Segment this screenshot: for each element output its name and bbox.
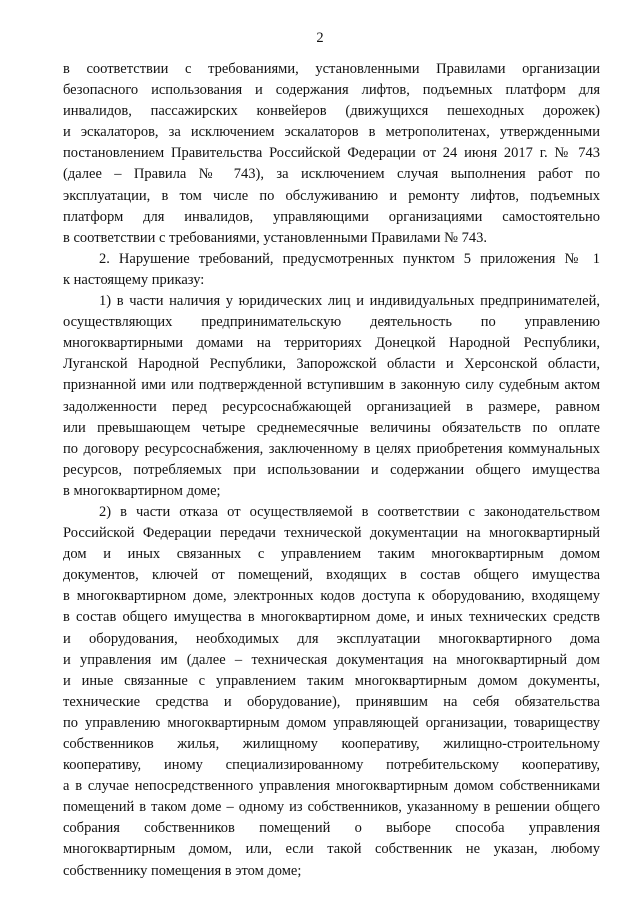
text-line: в соответствии с требованиями, установленными Правилами организации — [63, 61, 600, 77]
text-line: и управления им (далее – техническая документация на многоквартирный дом — [63, 651, 600, 668]
text-line: по управлению многоквартирным домом управляющей организации, товариществу — [63, 714, 600, 731]
text-line: 2. Нарушение требований, предусмотренных пунктом 5 приложения № 1 — [99, 250, 600, 267]
text-line: и эскалаторов, за исключением эскалаторов в метрополитенах, утвержденными — [63, 124, 600, 141]
text-line: ресурсов, потребляемых при использовании и содержании общего имущества — [63, 461, 600, 478]
text-line: инвалидов, пассажирских конвейеров (движущихся пешеходных дорожек) — [63, 103, 600, 120]
text-line: или превышающем четыре среднемесячные величины обязательств по оплате — [63, 419, 600, 436]
document-body — [63, 59, 600, 882]
text-line: 2) в части отказа от осуществляемой в соответствии с законодательством — [99, 503, 600, 520]
text-line: дом и иных связанных с управлением таким многоквартирным домом — [63, 546, 600, 563]
text-line: осуществляющих предпринимательскую деятельность по управлению — [63, 314, 600, 331]
text-line: кооперативу, иному специализированному потребительскому кооперативу, — [63, 757, 600, 774]
text-line: к настоящему приказу: — [63, 271, 205, 288]
text-line: (далее – Правила № 743), за исключением случая выполнения работ по — [63, 166, 600, 183]
text-line: в состав общего имущества в многоквартирном доме, и иных технических средств — [63, 609, 600, 626]
text-line: по договору ресурсоснабжения, заключенному в целях приобретения коммунальных — [63, 440, 600, 457]
text-line: многоквартирным домом, или, если такой собственник не указан, любому — [63, 841, 600, 858]
text-line: а в случае непосредственного управления многоквартирным домом собственниками — [63, 778, 600, 795]
text-line: признанной ими или подтвержденной вступившим в законную силу судебным актом — [63, 377, 600, 394]
text-line: в многоквартирном доме, электронных кодов доступа к оборудованию, входящему — [63, 588, 600, 605]
text-line: помещений в таком доме – одному из собственников, указанному в решении общего — [63, 799, 600, 816]
text-line: и оборудования, необходимых для эксплуатации многоквартирного дома — [63, 630, 600, 647]
page-number: 2 — [316, 30, 324, 46]
text-line: 1) в части наличия у юридических лиц и индивидуальных предпринимателей, — [99, 293, 600, 310]
text-line: постановлением Правительства Российской Федерации от 24 июня 2017 г. № 743 — [63, 145, 600, 162]
text-line: собрания собственников помещений о выборе способа управления — [63, 820, 600, 837]
text-line: многоквартирными домами на территориях Донецкой Народной Республики, — [63, 335, 600, 352]
text-line: технические средства и оборудование), принявшим на себя обязательства — [63, 693, 600, 710]
text-line: собственнику помещения в этом доме; — [63, 862, 302, 879]
text-line: эксплуатации, в том числе по обслуживанию и ремонту лифтов, подъемных — [63, 187, 600, 204]
text-line: в многоквартирном доме; — [63, 482, 221, 499]
text-line: задолженности перед ресурсоснабжающей организацией в размере, равном — [63, 398, 600, 415]
text-line: платформ для инвалидов, управляющими организациями самостоятельно — [63, 208, 600, 225]
text-line: документов, ключей от помещений, входящих в состав общего имущества — [63, 567, 600, 584]
text-line: безопасного использования и содержания лифтов, подъемных платформ для — [63, 82, 600, 99]
text-line: Луганской Народной Республики, Запорожской области и Херсонской области, — [63, 356, 600, 373]
text-line: и иные связанные с управлением таким многоквартирным домом документы, — [63, 672, 600, 689]
text-line: Российской Федерации передачи технической документации на многоквартирный — [63, 525, 600, 542]
text-line: в соответствии с требованиями, установленными Правилами № 743. — [63, 229, 488, 246]
text-line: собственников жилья, жилищному кооперативу, жилищно-строительному — [63, 736, 600, 752]
